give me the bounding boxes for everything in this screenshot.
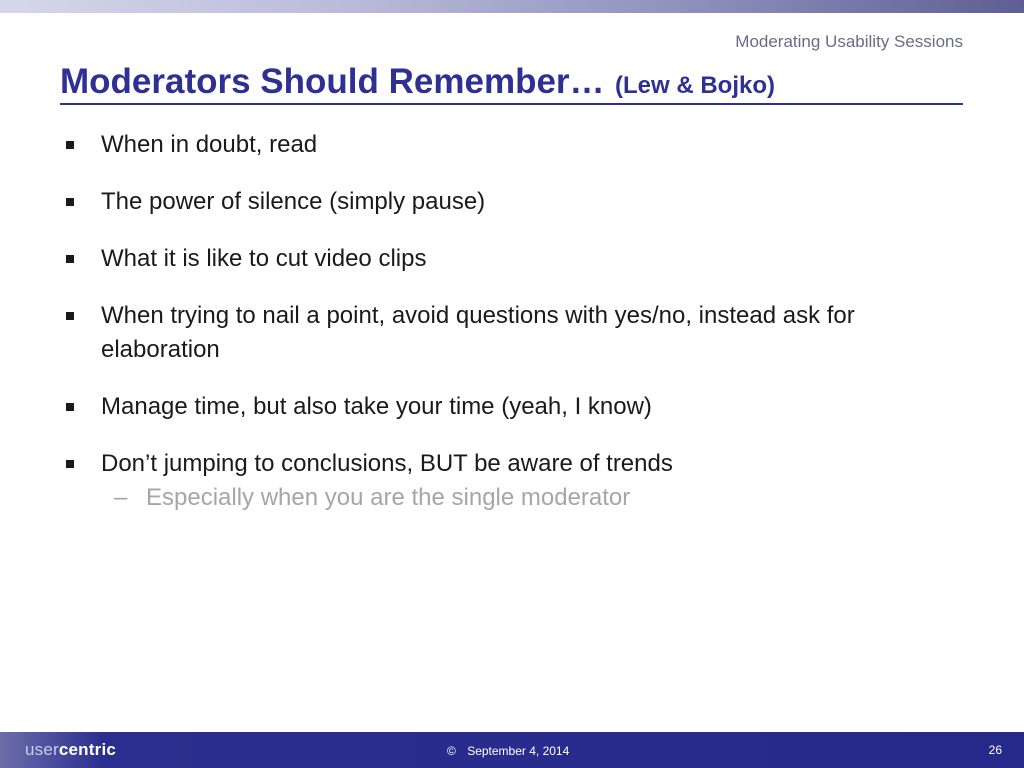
copyright-icon: © bbox=[447, 744, 456, 758]
sub-bullet-dash: – bbox=[114, 484, 128, 511]
footer-date bbox=[447, 744, 569, 758]
sub-bullet-item bbox=[62, 481, 972, 515]
header-subtitle: Moderating Usability Sessions bbox=[735, 32, 963, 51]
square-bullet-icon bbox=[66, 460, 74, 468]
bullet-list bbox=[62, 128, 972, 515]
square-bullet-icon bbox=[66, 198, 74, 206]
bullet-item bbox=[62, 299, 972, 367]
square-bullet-icon bbox=[66, 403, 74, 411]
usercentric-logo: usercentric bbox=[25, 740, 117, 759]
bullet-item bbox=[62, 128, 972, 162]
bullet-item bbox=[62, 390, 972, 424]
square-bullet-icon bbox=[66, 255, 74, 263]
page-number: 26 bbox=[988, 743, 1002, 757]
sub-bullet-text: Especially when you are the single moderator bbox=[146, 484, 631, 511]
bullet-text: Manage time, but also take your time (yeah, I know) bbox=[101, 393, 652, 420]
footer-bar bbox=[0, 732, 1024, 768]
bullet-text: The power of silence (simply pause) bbox=[101, 188, 486, 215]
bullet-item bbox=[62, 447, 972, 481]
bullet-text: Don’t jumping to conclusions, BUT be aware of trends bbox=[101, 450, 673, 477]
bullet-text: What it is like to cut video clips bbox=[101, 245, 427, 272]
square-bullet-icon bbox=[66, 141, 74, 149]
square-bullet-icon bbox=[66, 312, 74, 320]
footer-date-text: September 4, 2014 bbox=[467, 744, 570, 758]
slide-title bbox=[60, 62, 775, 102]
bullet-text: When in doubt, read bbox=[101, 131, 318, 158]
bullet-text: When trying to nail a point, avoid questions with yes/no, instead ask for elaboration bbox=[101, 302, 855, 363]
slide-title-citation: (Lew & Bojko) bbox=[615, 72, 775, 99]
slide-title-main: Moderators Should Remember… bbox=[60, 62, 605, 101]
top-gradient-bar bbox=[0, 0, 1024, 13]
title-underline bbox=[60, 103, 963, 105]
bullet-item bbox=[62, 185, 972, 219]
bullet-item bbox=[62, 242, 972, 276]
